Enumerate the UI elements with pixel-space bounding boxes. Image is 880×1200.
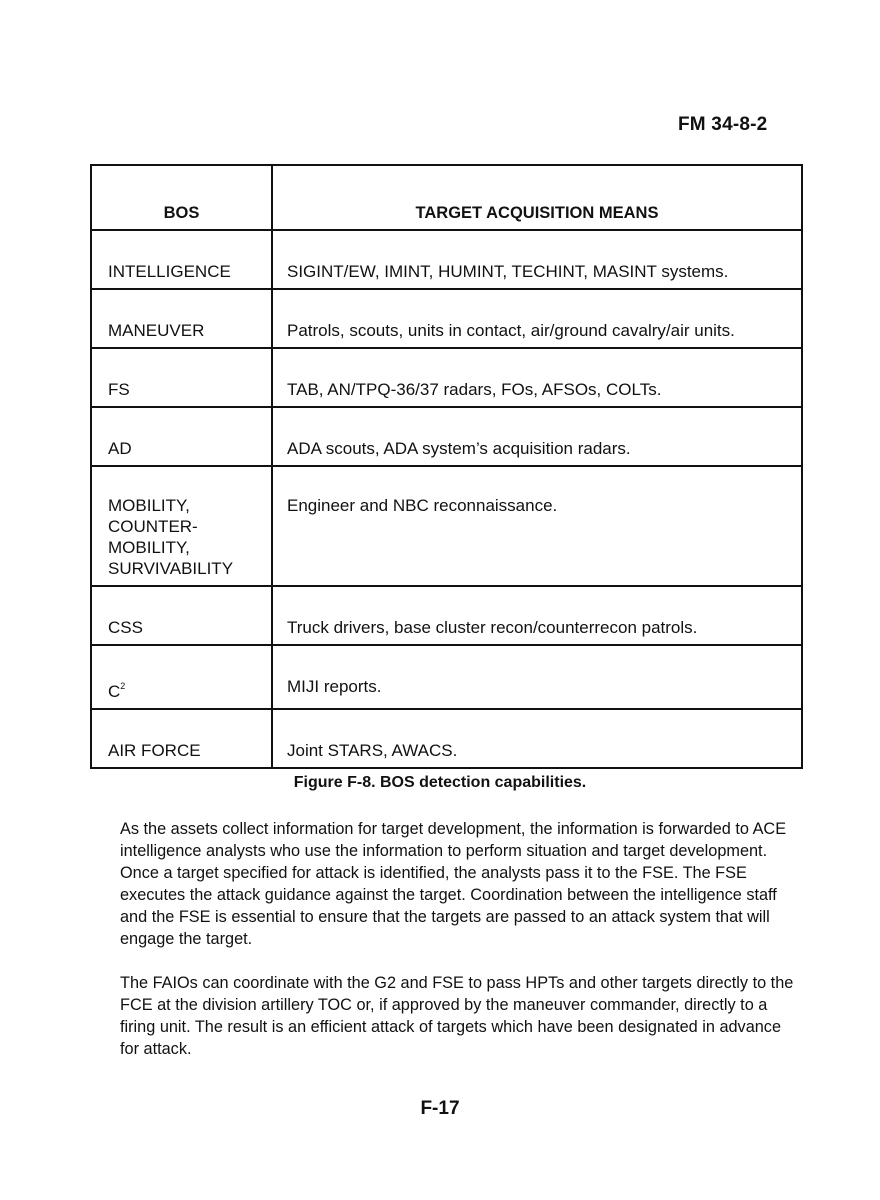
means-cell: SIGINT/EW, IMINT, HUMINT, TECHINT, MASINT systems. bbox=[272, 230, 802, 289]
means-cell: Truck drivers, base cluster recon/counterrecon patrols. bbox=[272, 586, 802, 645]
column-header-means: TARGET ACQUISITION MEANS bbox=[272, 165, 802, 230]
column-header-bos: BOS bbox=[91, 165, 272, 230]
page-number: F-17 bbox=[420, 1098, 460, 1119]
means-cell: Joint STARS, AWACS. bbox=[272, 709, 802, 768]
table-row bbox=[91, 289, 802, 348]
means-cell: TAB, AN/TPQ-36/37 radars, FOs, AFSOs, COLTs. bbox=[272, 348, 802, 407]
means-cell: MIJI reports. bbox=[272, 645, 802, 709]
means-cell: Engineer and NBC reconnaissance. bbox=[272, 466, 802, 586]
bos-cell bbox=[91, 645, 272, 709]
document-id: FM 34-8-2 bbox=[678, 114, 768, 135]
bos-cell: CSS bbox=[91, 586, 272, 645]
table-row bbox=[91, 348, 802, 407]
table-row bbox=[91, 709, 802, 768]
table-row bbox=[91, 230, 802, 289]
table-header-row bbox=[91, 165, 802, 230]
figure-caption: Figure F-8. BOS detection capabilities. bbox=[293, 774, 587, 791]
bos-cell: AD bbox=[91, 407, 272, 466]
bos-cell: MANEUVER bbox=[91, 289, 272, 348]
bos-c2-label: C bbox=[108, 682, 121, 701]
table-row bbox=[91, 466, 802, 586]
bos-cell: INTELLIGENCE bbox=[91, 230, 272, 289]
bos-c2-superscript: 2 bbox=[120, 681, 126, 691]
table-row bbox=[91, 407, 802, 466]
body-paragraph: As the assets collect information for target development, the information is forwarded to ACE intelligence analysts who use the information to perform situation and target development. Once a target specified for attack is identified, the analysts pass it to the FSE. The FSE executes the attack guidance against the target. Coordination between the intelligence staff and the FSE is essential to ensure that the targets are passed to an attack system that will engage the target. bbox=[120, 820, 787, 948]
body-paragraph: The FAIOs can coordinate with the G2 and FSE to pass HPTs and other targets directly to the FCE at the division artillery TOC or, if approved by the maneuver commander, directly to a firing unit. The result is an efficient attack of targets which have been designated in advance for attack. bbox=[120, 974, 794, 1058]
means-cell: Patrols, scouts, units in contact, air/ground cavalry/air units. bbox=[272, 289, 802, 348]
bos-cell: MOBILITY, COUNTER- MOBILITY, SURVIVABILITY bbox=[91, 466, 272, 586]
bos-detection-table bbox=[90, 164, 803, 769]
table-row bbox=[91, 645, 802, 709]
bos-cell: FS bbox=[91, 348, 272, 407]
table-row bbox=[91, 586, 802, 645]
bos-cell: AIR FORCE bbox=[91, 709, 272, 768]
means-cell: ADA scouts, ADA system’s acquisition radars. bbox=[272, 407, 802, 466]
